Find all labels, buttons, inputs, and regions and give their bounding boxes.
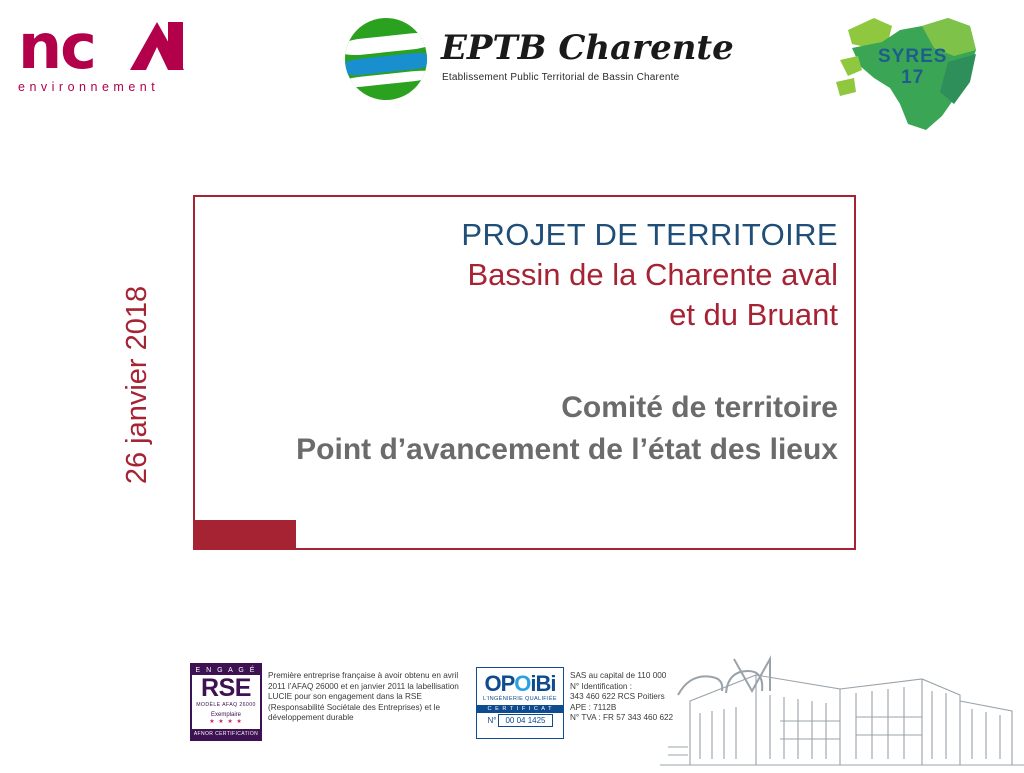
title-spacer [233,335,838,387]
nca-tagline: environnement [18,80,160,94]
opqibi-wordmark: OPOiBi [484,671,556,696]
logo-eptb-charente [345,10,734,105]
nca-logo-svg [18,14,213,78]
company-info-line-2: N° Identification : [570,681,632,691]
syres-label [878,46,947,88]
title-frame-accent-tab [193,520,296,550]
rse-badge [190,663,262,741]
rse-badge-model: MODÈLE AFAQ 26000 [196,702,256,708]
syres-label-line2: 17 [901,67,925,88]
opqibi-subtitle: L'INGÉNIERIE QUALIFIÉE [483,696,557,702]
logo-syres-17 [830,8,1010,138]
rse-badge-level: Exemplaire [210,712,241,718]
rse-badge-main-label: RSE [201,674,251,702]
opqibi-certificat-label: C E R T I F I C A T [477,705,563,713]
eptb-circle-icon [345,18,427,100]
svg-text:nc: nc [18,14,95,78]
opqibi-number: N° 00 04 1425 [477,716,563,725]
company-info-line-5: N° TVA : FR 57 343 460 622 [570,713,674,722]
eptb-subtitle: Etablissement Public Territorial de Bassin Charente [442,72,680,83]
page-subtitle-line-2: et du Bruant [669,297,838,332]
building-sketch-decoration [660,655,1024,768]
meeting-topic: Point d’avancement de l’état des lieux [296,433,838,466]
title-block [233,215,838,471]
page-title: PROJET DE TERRITOIRE [461,217,838,252]
syres-label-line1: SYRES [878,46,948,67]
opqibi-badge [476,667,564,739]
footer [0,655,1024,768]
meeting-type: Comité de territoire [561,391,838,424]
company-info-line-3: 343 460 622 RCS Poitiers [570,692,665,701]
legal-text: Première entreprise française à avoir obtenu en avril 2011 l’AFAQ 26000 et en janvier 2011 la labellisation LUCIE pour son engagement dans la RSE (Responsabilité Sociétale des Entreprises) et le développement durable [268,671,459,722]
logo-nca-environnement [18,14,218,104]
page-subtitle-line-1: Bassin de la Charente aval [467,257,838,292]
presentation-date: 26 janvier 2018 [120,285,153,485]
rse-badge-bottom-label: AFNOR CERTIFICATION [193,731,259,737]
rse-badge-top-label: E N G A G É [192,665,260,675]
building-sketch-svg [660,655,1024,768]
rse-badge-stars: ★ ★ ★ ★ [209,719,243,725]
company-info-line-1: SAS au capital de 110 000 [570,671,667,680]
company-info-line-4: APE : 7112B [570,702,617,712]
nca-wordmark [18,14,218,76]
eptb-title: EPTB Charente [441,28,734,68]
